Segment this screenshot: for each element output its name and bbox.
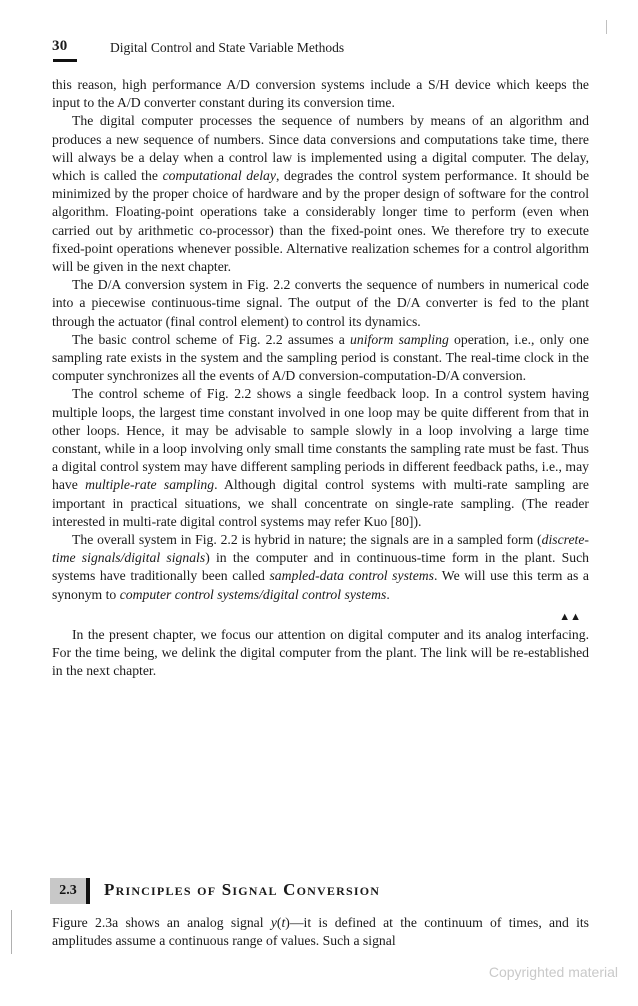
section-body-paragraph bbox=[52, 914, 589, 950]
text-run: ( bbox=[276, 915, 282, 930]
paragraph bbox=[52, 331, 589, 386]
italic-term: computer control systems/digital control systems bbox=[119, 586, 387, 602]
separator-triangles: ▲▲ bbox=[559, 610, 581, 623]
italic-term: uniform sampling bbox=[350, 331, 449, 347]
margin-rule bbox=[11, 910, 12, 954]
text-run: The digital computer processes the sequence of numbers by means of an algorithm and produces a new sequence of numbers. Since data conversions and computations take time, there will always be a delay when a control law is implemented using a digital computer. The delay, which is called the bbox=[52, 113, 589, 184]
section-body bbox=[52, 914, 589, 950]
paragraph bbox=[52, 531, 589, 604]
text-run: The control scheme of Fig. 2.2 shows a single feedback loop. In a control system having multiple loops, the largest time constant involved in one loop may be quite different from that in other loops. Hence, it may be advisable to sample slowly in a loop involving a large time constant, while in a loop involving only small time constants the sampling rate must be fast. Thus a digital control system may have different sampling periods in different feedback paths, i.e., may have bbox=[52, 386, 589, 493]
running-head bbox=[52, 38, 592, 60]
italic-term: y bbox=[270, 915, 277, 930]
italic-term: computational delay bbox=[162, 168, 276, 184]
section-heading bbox=[50, 878, 590, 906]
text-run: The D/A conversion system in Fig. 2.2 converts the sequence of numbers in numerical code into a piecewise continuous-time signal. The output of the D/A converter is fed to the plant through the actuator (final control element) to control its dynamics. bbox=[52, 277, 589, 329]
text-run: , degrades the control system performance. It should be minimized by the proper choice of hardware and by the proper design of software for the control algorithm. Floating-point operations take a considerably longer time to perform (even when carried out by arithmetic co-processor) than the fixed-point ones. We therefore try to execute fixed-point operations whenever possible. Alternative realization schemes for a control algorithm will be given in the next chapter. bbox=[52, 168, 590, 275]
italic-term: t bbox=[281, 915, 286, 930]
text-run: this reason, high performance A/D conversion systems include a S/H device which keeps the input to the A/D converter constant during its conversion time. bbox=[52, 77, 589, 111]
page-number-rule bbox=[53, 59, 77, 62]
body-text bbox=[52, 76, 589, 681]
italic-term: multiple-rate sampling bbox=[85, 477, 215, 493]
scan-corner-mark bbox=[606, 20, 607, 34]
section-title: Principles of Signal Conversion bbox=[104, 880, 381, 899]
text-run: In the present chapter, we focus our attention on digital computer and its analog interfacing. For the time being, we delink the digital computer from the plant. The link will be re-established in the next chapter. bbox=[52, 626, 589, 679]
paragraph bbox=[52, 76, 589, 112]
text-run: The basic control scheme of Fig. 2.2 assumes a bbox=[72, 331, 351, 347]
text-run: )—it is defined at the continuum of times, and its amplitudes assume a continuous range of values. Such a signal bbox=[52, 915, 589, 949]
text-run: Figure 2.3a shows an analog signal bbox=[52, 915, 271, 930]
text-run: operation, i.e., only one sampling rate exists in the system and the sampling period is constant. The real-time clock in the computer synchronizes all the events of A/D conversion-computation-D/A conversion. bbox=[52, 331, 590, 384]
text-run: ) in the computer and in continuous-time form in the plant. Such systems have traditionally been called bbox=[52, 550, 589, 584]
italic-term: sampled-data control systems bbox=[269, 568, 434, 584]
paragraph bbox=[52, 385, 589, 531]
page-number: 30 bbox=[52, 38, 68, 54]
text-run: . bbox=[386, 586, 390, 602]
paragraph bbox=[52, 276, 589, 331]
section-number: 2.3 bbox=[50, 878, 90, 904]
paragraph bbox=[52, 626, 589, 681]
text-run: . Although digital control systems with multi-rate sampling are important in practical situations, we shall concentrate on single-rate sampling. (The reader interested in multi-rate digital control systems may refer Kuo [80]). bbox=[52, 477, 589, 529]
italic-term: discrete-time signals/digital signals bbox=[52, 532, 589, 566]
copyright-watermark: Copyrighted material bbox=[488, 964, 618, 980]
book-title: Digital Control and State Variable Methods bbox=[110, 40, 345, 55]
text-run: The overall system in Fig. 2.2 is hybrid in nature; the signals are in a sampled form ( bbox=[72, 532, 542, 548]
paragraph bbox=[52, 112, 589, 276]
text-run: . We will use this term as a synonym to bbox=[52, 568, 589, 602]
